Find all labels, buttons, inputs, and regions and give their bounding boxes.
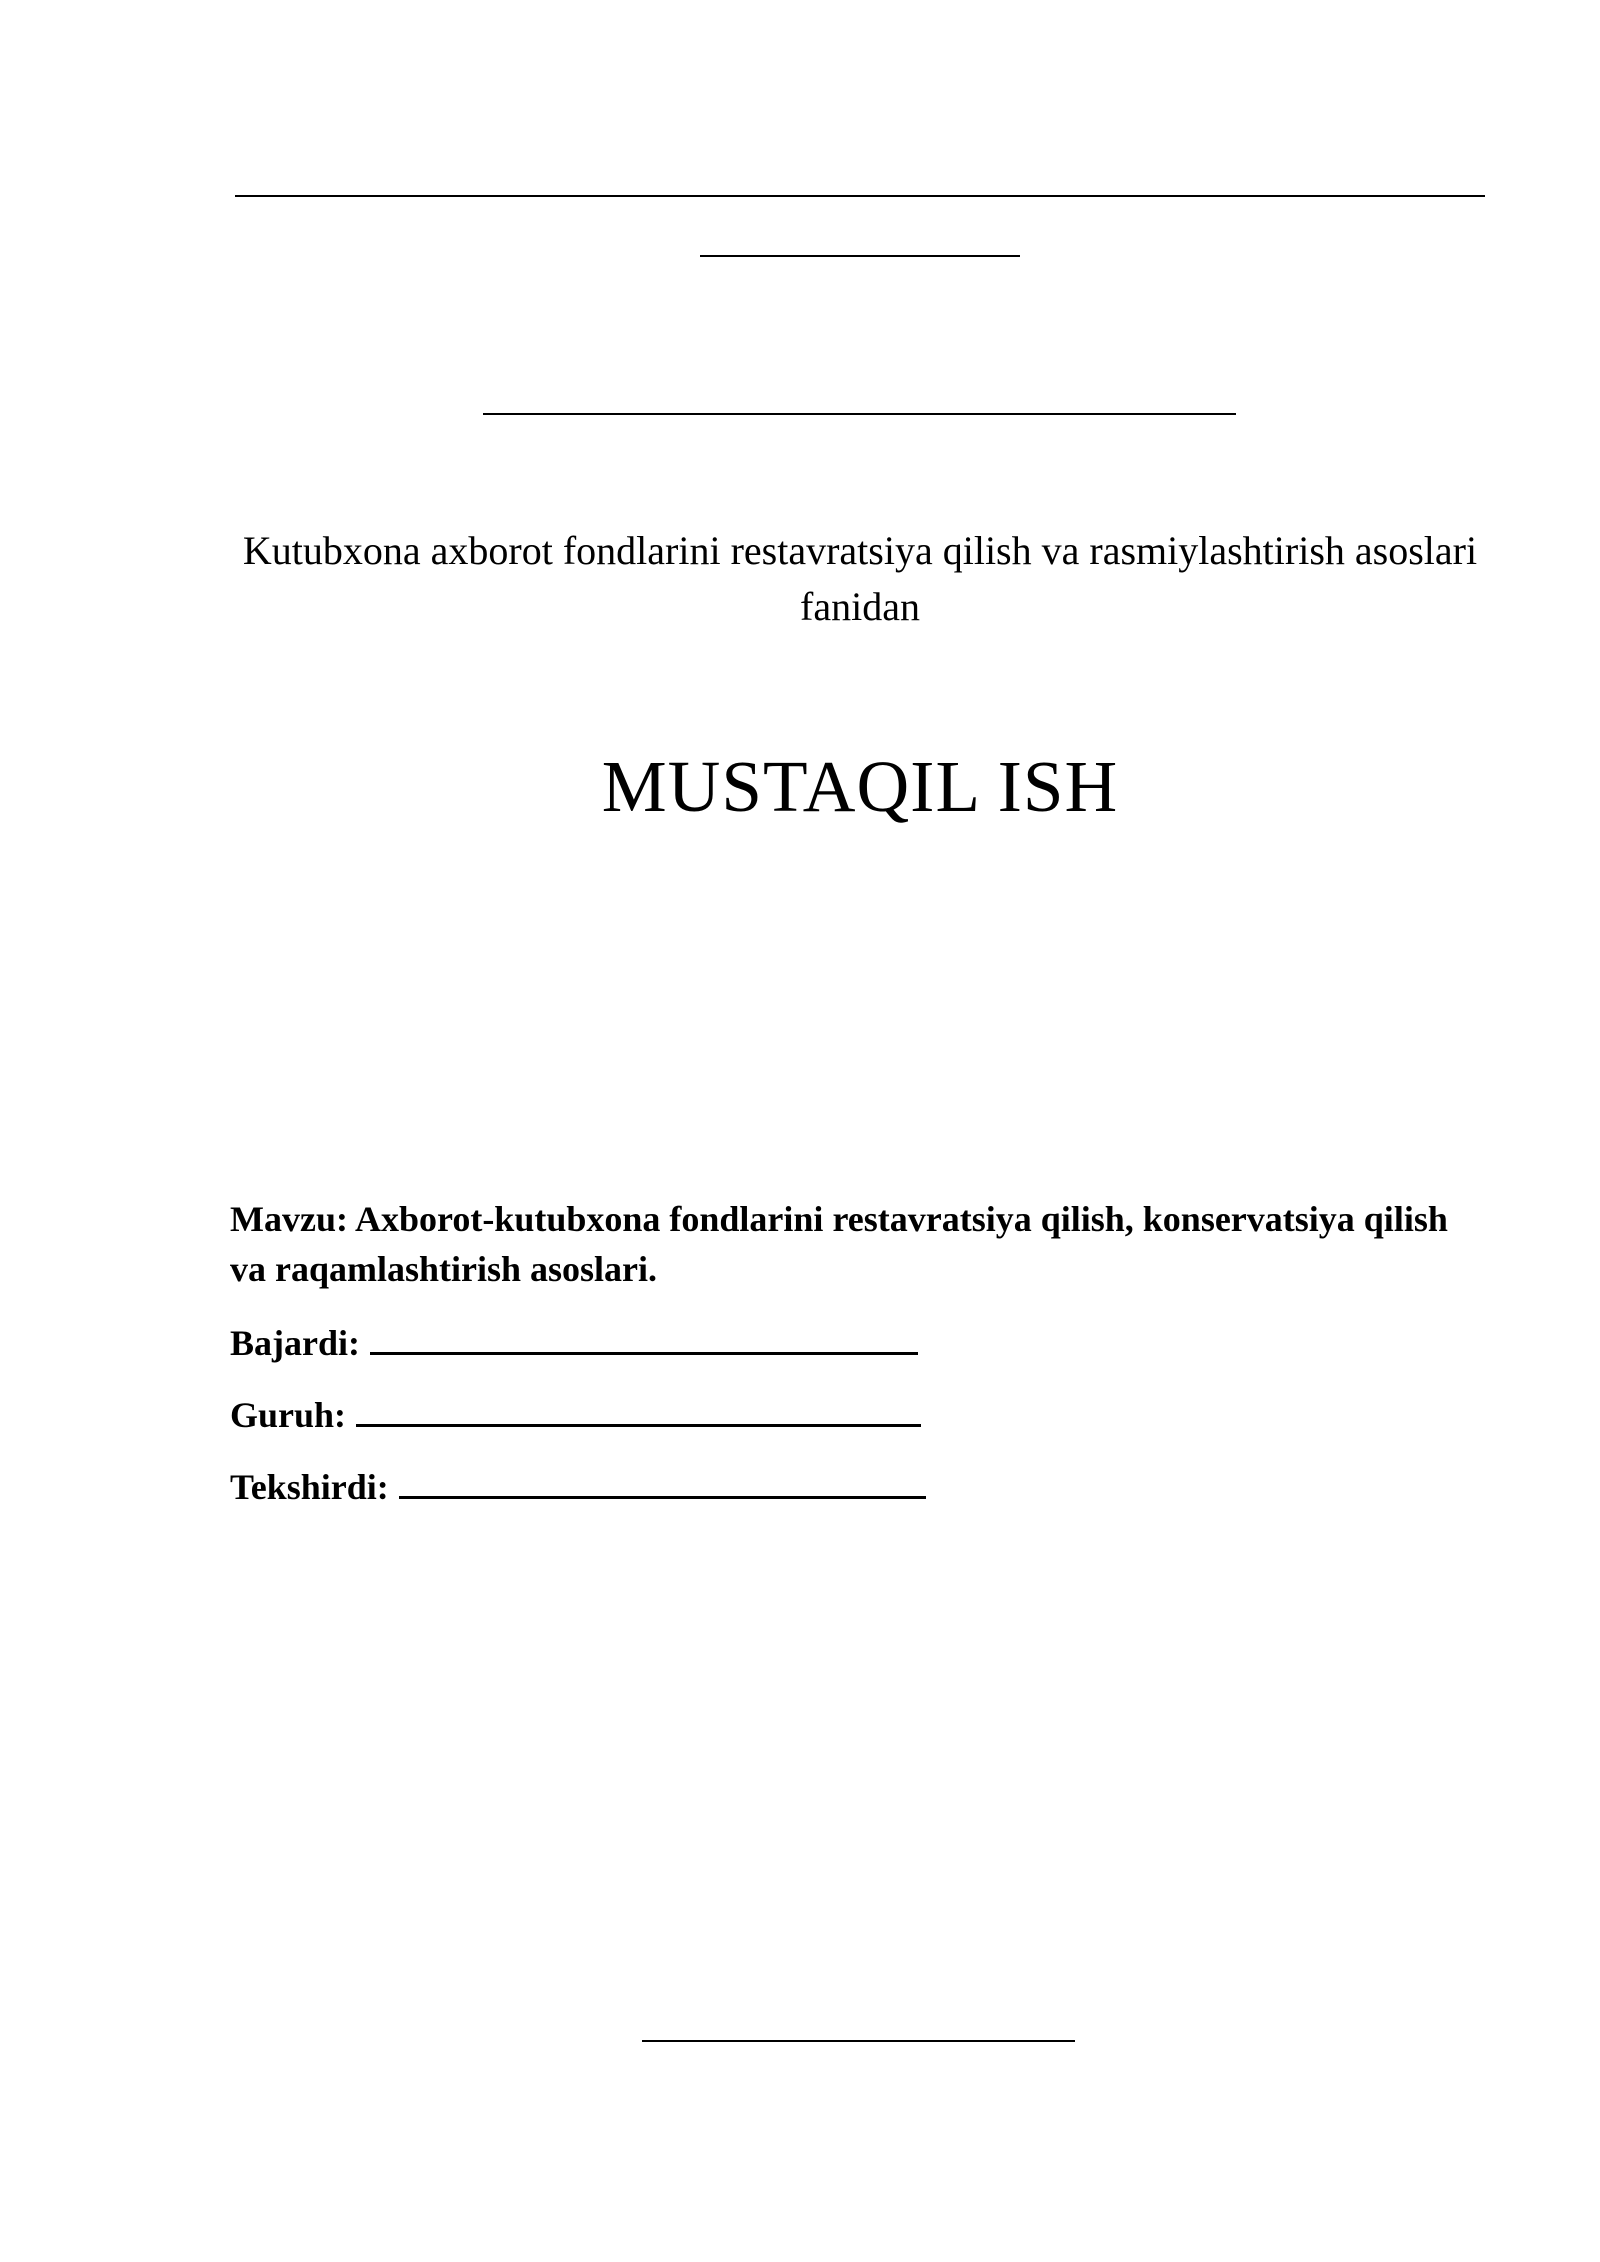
document-title: MUSTAQIL ISH bbox=[601, 746, 1119, 827]
performed-by-blank bbox=[370, 1322, 918, 1355]
subject-line: Kutubxona axborot fondlarini restavratsiya qilish va rasmiylashtirish asoslari fanidan bbox=[242, 528, 1478, 629]
department-blank-line bbox=[483, 413, 1236, 415]
checked-by-label: Tekshirdi: bbox=[230, 1467, 389, 1507]
group-blank bbox=[356, 1394, 921, 1427]
institution-name-blank-line-1 bbox=[235, 195, 1485, 197]
institution-name-blank-line-2 bbox=[700, 255, 1020, 257]
city-year-blank-line bbox=[642, 2040, 1075, 2042]
performed-by-field bbox=[230, 1318, 918, 1368]
group-field bbox=[230, 1390, 921, 1440]
checked-by-field bbox=[230, 1462, 926, 1512]
topic-text: Mavzu: Axborot-kutubxona fondlarini restavratsiya qilish, konservatsiya qilish va raqamlashtirish asoslari. bbox=[230, 1199, 1448, 1289]
checked-by-blank bbox=[399, 1466, 926, 1499]
group-label: Guruh: bbox=[230, 1395, 347, 1435]
performed-by-label: Bajardi: bbox=[230, 1323, 360, 1363]
